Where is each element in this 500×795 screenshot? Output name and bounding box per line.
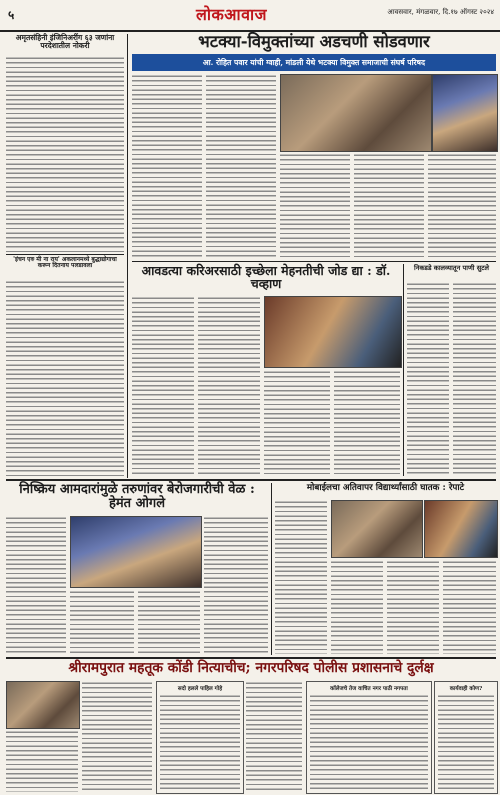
lead-col-3 [280,153,350,258]
left-article-1-text [6,56,124,252]
lead-col-2 [206,74,276,258]
lead-headline: भटक्या-विमुक्तांच्या अडचणी सोडवणार [198,32,430,51]
side-col-2 [453,282,496,476]
bottom-col-3 [246,681,302,792]
lead-photo-2 [432,74,498,152]
bottom-photo [6,681,80,729]
bottom-box-1 [156,681,244,794]
story3-col-4 [204,516,268,654]
story4-photo-1 [331,500,423,558]
lead-col-4 [354,153,424,258]
story2-headline: आवडत्या करिअरसाठी इच्छेला मेहनतीची जोड द्या : डॉ. चव्हाण [141,263,391,292]
section-divider [6,479,496,481]
bottom-col-1 [6,730,78,792]
lead-banner: आ. रोहित पवार यांची ग्वाही, मांडली येथे भटक्या विमुक्त समाजाची संघर्ष परिषद [132,54,496,71]
story4-col-1 [275,500,327,654]
bottom-box-3-title: कार्यवाही कोण? [449,686,483,692]
bottom-box-3-text [438,694,494,790]
story3-photo [70,516,202,588]
bottom-box-2 [306,681,432,794]
side-heading: निकडडे कालव्यातून पाणी सुटले [414,264,489,272]
story3-col-1 [6,516,66,654]
bottom-box-1-text [160,694,240,790]
story4-photo-2 [424,500,498,558]
lead-col-5 [428,153,496,258]
bottom-box-2-text [310,694,428,790]
bottom-box-1-title: सदो हलले पाहिल गोहे [177,686,223,692]
lead-photo-1 [280,74,432,152]
left-heading-1: अमृतसंहिनी इंजिनिअरींग ६३ जणांना परदेशातील नोकरी [15,33,115,50]
story3-headline: निष्क्रिय आमदारांमुळे तरुणांवर बेरोजगारीची वेळ : हेमंत ओगले [19,482,255,511]
story3-col-3 [138,590,200,654]
bottom-box-3 [434,681,498,794]
story3-col-2 [70,590,134,654]
bottom-headline: श्रीरामपुरात महतूक कोंडी नित्याचीच; नगरपरिषद पोलीस प्रशासनाचे दुर्लक्ष [68,660,434,676]
story2-col-2 [198,296,260,476]
masthead [0,0,500,32]
story4-col-3 [387,560,439,654]
page-number: ५ [8,8,15,22]
story2-col-4 [334,370,400,476]
column-divider [127,34,128,478]
story4-col-2 [331,560,383,654]
side-col-1 [407,282,449,476]
section-divider [6,657,496,659]
story4-col-4 [443,560,496,654]
bottom-box-2-title: कॉलेजचे तेज वाचित नगर पाठी नगपता [330,686,408,692]
story2-col-1 [132,296,194,476]
column-divider [403,264,404,476]
lead-col-1 [132,74,202,258]
left-heading-2: 'इंचन एक्‍ मी ना राय' अकलानमध्ये बुद्धाद्योगाचा करून दितनाय पलडावला [13,256,117,270]
left-article-2-text [6,280,124,476]
story2-col-3 [264,370,330,476]
column-divider [271,483,272,655]
newspaper-logo: लोकआवाज [196,5,268,24]
issue-date: आवसवार, मंगळवार, दि.१७ ऑगस्ट २०२४ [387,8,494,16]
bottom-col-2 [82,681,152,792]
divider [132,261,496,262]
story2-photo [264,296,402,368]
divider [6,254,124,255]
story4-headline: मोबाईलचा अतिवापर विद्यार्थ्यांसाठी घातक : रेपाटे [306,483,465,493]
